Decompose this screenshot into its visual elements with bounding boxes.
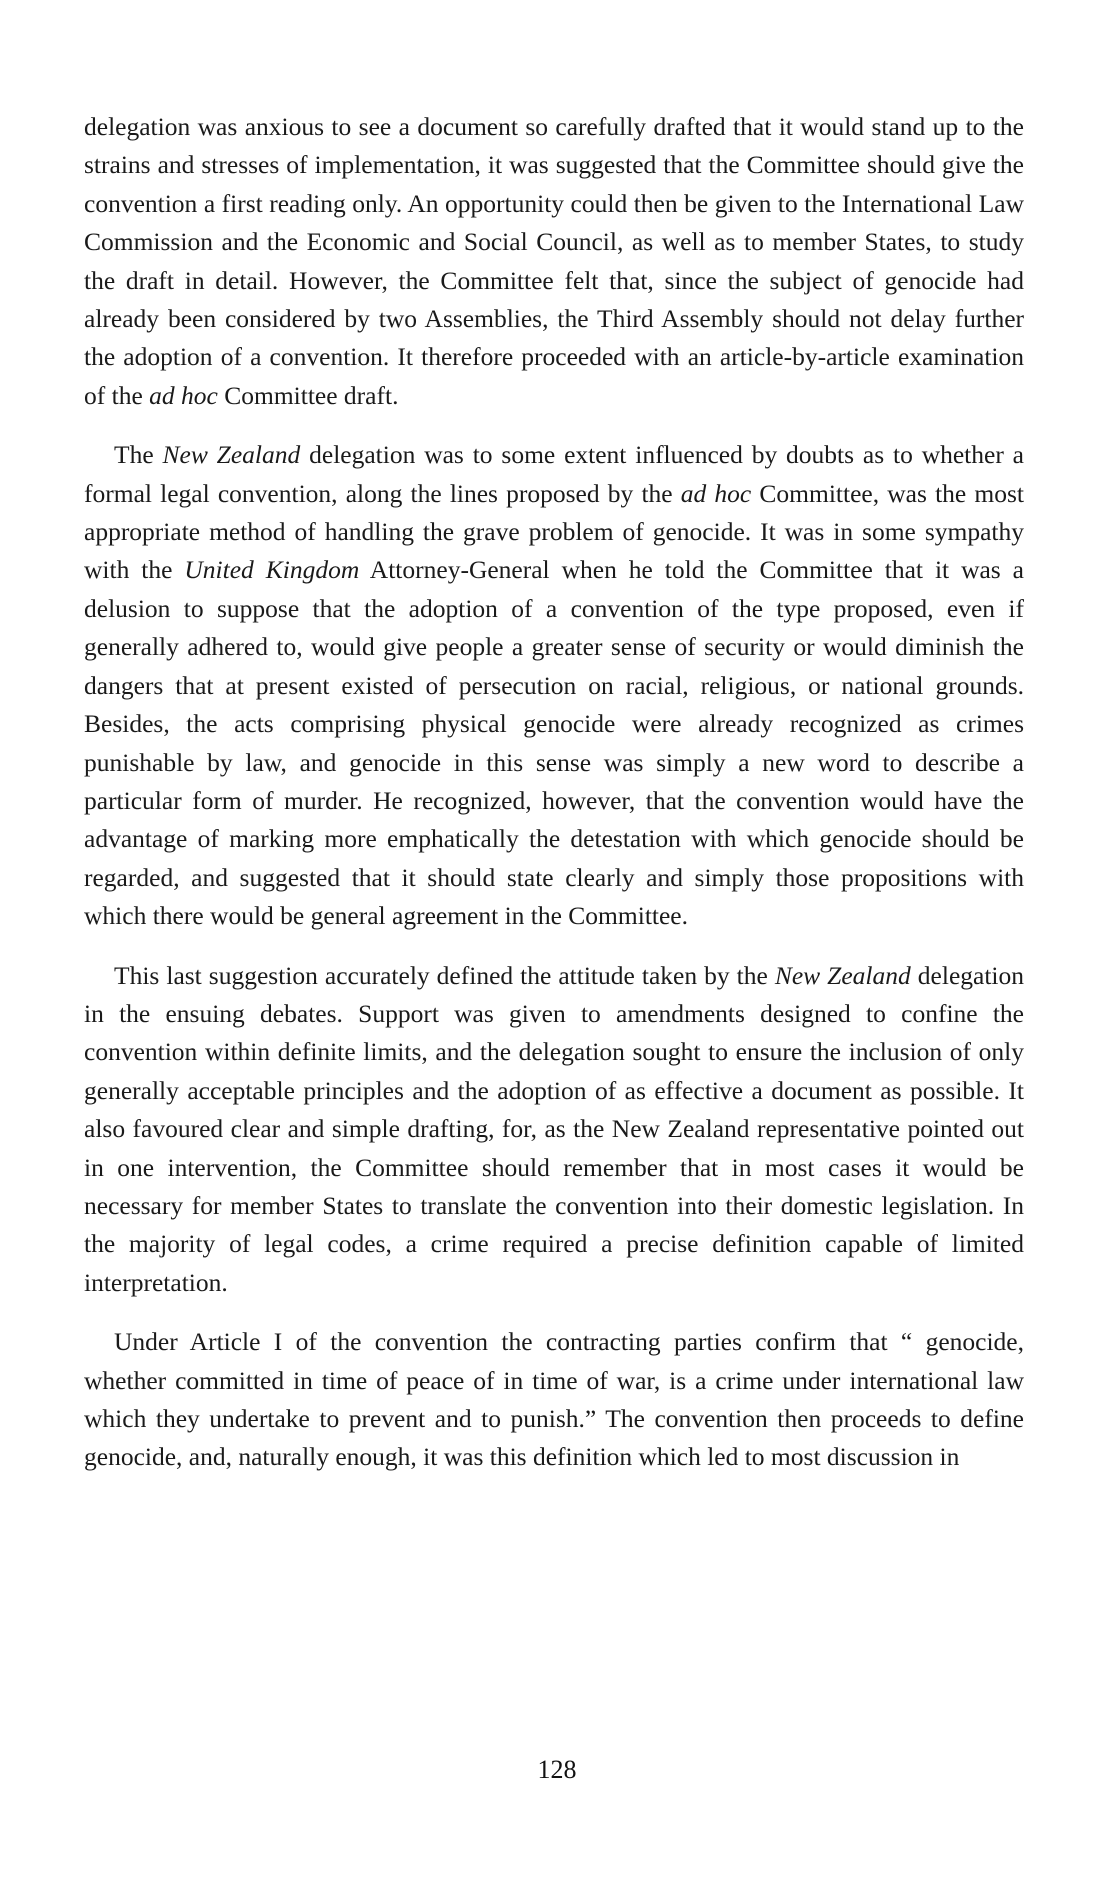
para-2-italic-ad-hoc: ad hoc	[680, 478, 752, 508]
para-3-text-rest: delegation in the ensuing debates. Support was given to amendments designed to confine the convention within definite limits, and the delegation sought to ensure the inclusion of only generally acceptable principles and the adoption of as effective a document as possible. It also favoured clear and simple drafting, for, as the New Zealand representative pointed out in one intervention, the Committee should remember that in most cases it would be necessary for member States to translate the convention into their domestic legislation. In the majority of legal codes, a crime required a precise definition capable of limited interpretation.	[84, 960, 1025, 1297]
para-1-italic-ad-hoc: ad hoc	[149, 380, 218, 410]
para-3-text-start: This last suggestion accurately defined the attitude taken by the	[114, 960, 775, 990]
para-2-text-b: Committee, was the most appropriate method of handling the grave problem of genocide. It was in some sympathy with the	[84, 478, 1024, 585]
para-2-text-a: delegation was to some extent influenced by doubts as to whether a formal legal convention, along the lines proposed by the	[84, 440, 1024, 508]
para-1-text-end: Committee draft.	[217, 380, 399, 410]
page-number: 128	[537, 1755, 577, 1784]
paragraph-4	[84, 1323, 1024, 1477]
para-2-text-start: The	[114, 440, 163, 470]
paragraph-1	[84, 108, 1024, 415]
para-2-text-c: Attorney-General when he told the Committee that it was a delusion to suppose that the adoption of a convention of the type proposed, even if generally adhered to, would give people a greater sense of security or would diminish the dangers that at present existed of persecution on racial, religious, or national grounds. Besides, the acts comprising physical genocide were already recognized as crimes punishable by law, and genocide in this sense was simply a new word to describe a particular form of murder. He recognized, however, that the convention would have the advantage of marking more emphatically the detestation with which genocide should be regarded, and suggested that it should state clearly and simply those propositions with which there would be general agreement in the Committee.	[84, 555, 1024, 931]
paragraph-3	[84, 957, 1024, 1303]
para-2-italic-new-zealand: New Zealand	[162, 440, 301, 470]
para-3-italic-new-zealand: New Zealand	[774, 960, 911, 990]
page-body	[84, 108, 1024, 1498]
para-4-text: Under Article I of the convention the contracting parties confirm that “ genocide, whether committed in time of peace of in time of war, is a crime under international law which they undertake to prevent and to punish.” The convention then proceeds to define genocide, and, naturally enough, it was this definition which led to most discussion in	[84, 1327, 1024, 1472]
para-1-text: delegation was anxious to see a document so carefully drafted that it would stand up to the strains and stresses of implementation, it was suggested that the Committee should give the convention a first reading only. An opportunity could then be given to the International Law Commission and the Economic and Social Council, as well as to member States, to study the draft in detail. However, the Committee felt that, since the subject of genocide had already been considered by two Assemblies, the Third Assembly should not delay further the adoption of a convention. It therefore proceeded with an article-by-article examination of the	[84, 112, 1024, 410]
paragraph-2	[84, 436, 1024, 935]
para-2-italic-united-kingdom: United Kingdom	[184, 555, 360, 585]
